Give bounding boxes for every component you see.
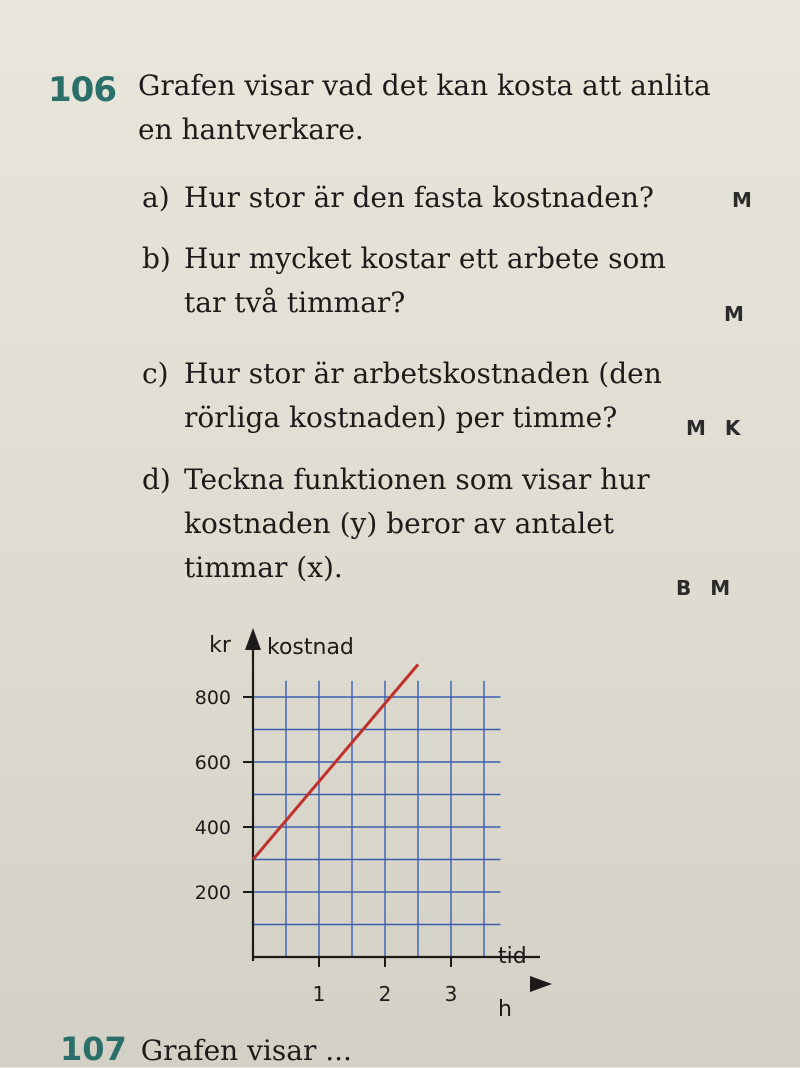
- intro-line-2: en hantverkare.: [138, 113, 364, 146]
- question-text: Teckna funktionen som visar hur: [184, 463, 650, 496]
- y-tick-label: 400: [194, 817, 231, 839]
- y-axis-label: kostnad: [267, 635, 354, 660]
- x-axis-arrow: [530, 976, 552, 992]
- y-axis-arrow: [245, 628, 261, 650]
- question-text: Hur mycket kostar ett arbete som: [184, 242, 666, 275]
- question-letter: c): [142, 357, 169, 390]
- level-tags: M K: [686, 416, 747, 440]
- x-tick-label: 1: [312, 982, 326, 1006]
- y-tick-label: 200: [194, 882, 231, 904]
- x-tick-label: 2: [378, 982, 392, 1006]
- question-text-cont: timmar (x).: [184, 551, 343, 584]
- x-axis-label: tid: [498, 944, 527, 969]
- question-text: Hur stor är den fasta kostnaden?: [184, 181, 654, 214]
- question-letter: a): [142, 181, 170, 214]
- intro-line-1: Grafen visar vad det kan kosta att anlita: [138, 69, 711, 102]
- x-axis-unit: h: [498, 997, 512, 1022]
- question-text-cont: kostnaden (y) beror av antalet: [184, 507, 615, 540]
- chart-axes: [245, 628, 552, 992]
- next-problem-number: 107: [60, 1030, 127, 1068]
- question-text-cont: rörliga kostnaden) per timme?: [184, 401, 618, 434]
- level-tags: B M: [676, 576, 737, 600]
- question-text: Hur stor är arbetskostnaden (den: [184, 357, 662, 390]
- level-tags: M: [732, 188, 758, 212]
- question-letter: b): [142, 242, 171, 275]
- question-letter: d): [142, 463, 171, 496]
- y-tick-label: 800: [194, 687, 231, 709]
- y-axis-unit: kr: [209, 633, 231, 658]
- x-tick-label: 3: [444, 982, 458, 1006]
- y-tick-label: 600: [194, 752, 231, 774]
- next-problem: [60, 1030, 352, 1068]
- chart-grid: [253, 681, 501, 957]
- level-tags: M: [724, 302, 750, 326]
- next-problem-text: Grafen visar ...: [140, 1034, 352, 1067]
- question-text-cont: tar två timmar?: [184, 286, 406, 319]
- problem-number: 106: [48, 70, 116, 110]
